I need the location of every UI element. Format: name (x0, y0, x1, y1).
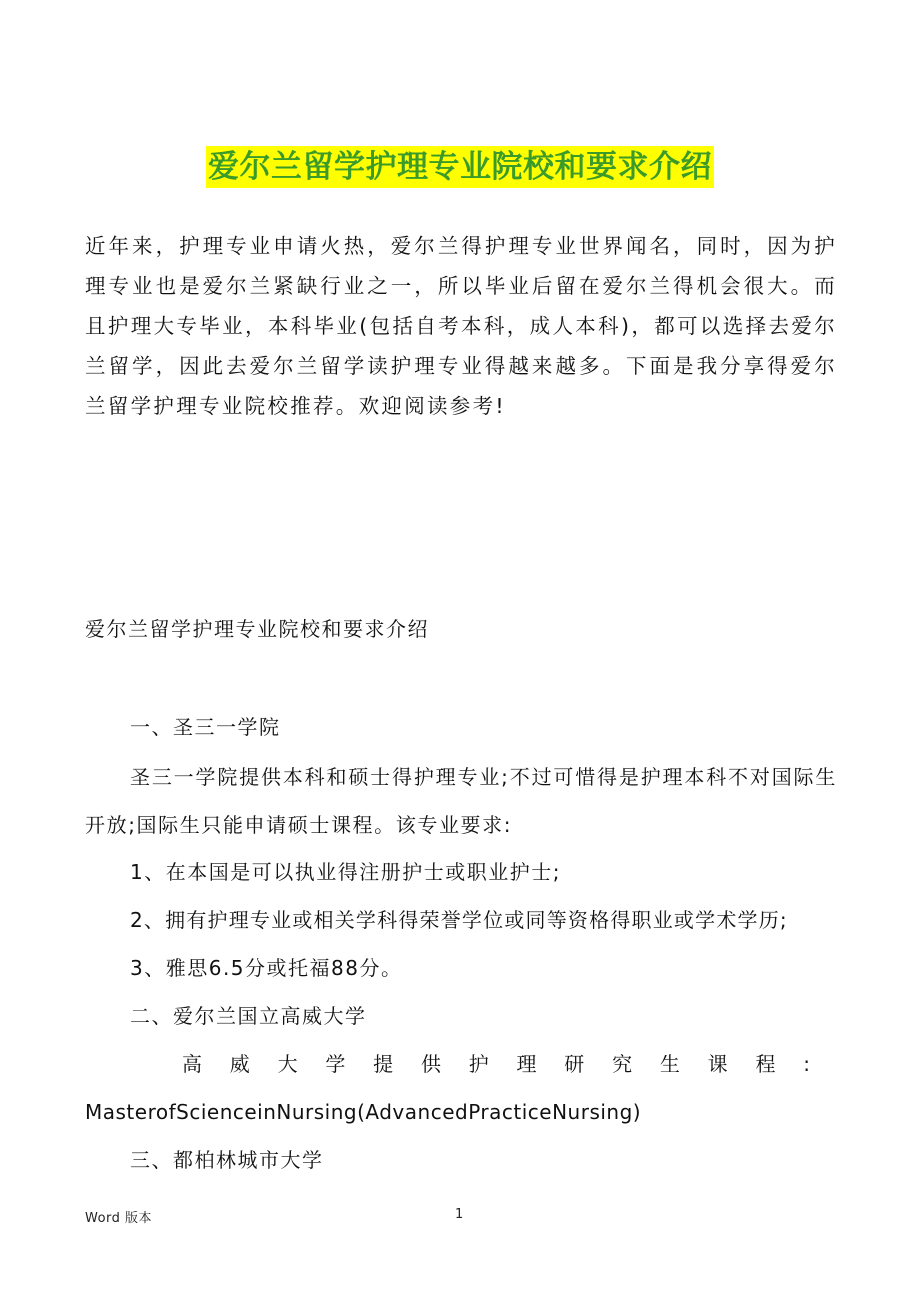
section2-heading: 二、爱尔兰国立高威大学 (130, 1004, 367, 1028)
section2-course-name: MasterofScienceinNursing(AdvancedPracticeNursing) (85, 1100, 642, 1124)
section-subtitle: 爱尔兰留学护理专业院校和要求介绍 (85, 617, 429, 641)
section1-heading: 一、圣三一学院 (130, 715, 281, 739)
requirement-3: 3、雅思6.5分或托福88分。 (130, 956, 403, 980)
section2-course-intro: 高威大学提供护理研究生课程: (182, 1052, 830, 1076)
section1-body: 圣三一学院提供本科和硕士得护理专业;不过可惜得是护理本科不对国际生开放;国际生只能申请硕士课程。该专业要求: (85, 765, 837, 837)
requirement-1: 1、在本国是可以执业得注册护士或职业护士; (130, 860, 561, 884)
section3-heading: 三、都柏林城市大学 (130, 1148, 324, 1172)
page-number: 1 (455, 1207, 464, 1222)
document-title: 爱尔兰留学护理专业院校和要求介绍 (206, 146, 714, 188)
title-container (0, 146, 920, 188)
footer-label: Word 版本 (85, 1211, 153, 1226)
intro-paragraph: 近年来，护理专业申请火热，爱尔兰得护理专业世界闻名，同时，因为护理专业也是爱尔兰紧缺行业之一，所以毕业后留在爱尔兰得机会很大。而且护理大专毕业，本科毕业(包括自考本科，成人本科)，都可以选择去爱尔兰留学，因此去爱尔兰留学读护理专业得越来越多。下面是我分享得爱尔兰留学护理专业院校推荐。欢迎阅读参考! (85, 234, 837, 418)
requirement-2: 2、拥有护理专业或相关学科得荣誉学位或同等资格得职业或学术学历; (130, 908, 788, 932)
